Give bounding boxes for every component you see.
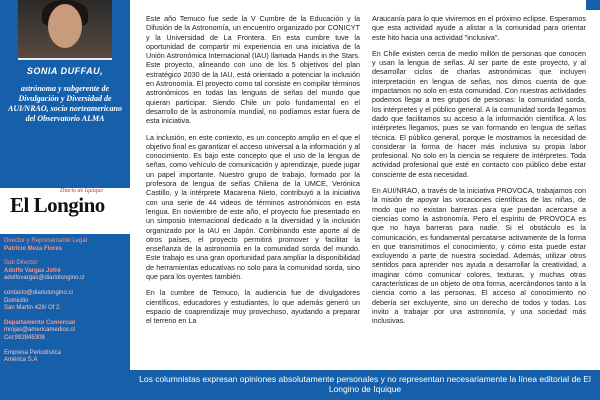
author-bio: astrónoma y subgerente de Divulgación y Diversidad de AUI/NRAO, socio norteamericano del Observatorio ALMA <box>7 84 122 123</box>
masthead-tagline: Diario de Iquique <box>60 188 103 194</box>
author-name: SONIA DUFFAU, <box>26 66 104 76</box>
article-paragraph: Araucanía para lo que viviremos en el próximo eclipse. Esperamos que esta actividad ayude a alistar a la comunidad para orientar este hito hacia una actividad "inclusiva". <box>372 14 586 42</box>
article-paragraph: Este año Temuco fue sede la V Cumbre de la Educación y la Difusión de la Astronomía, un encuentro organizado por CONICYT y la Universidad de La Frontera. En esta cumbre tuve la oportunidad de compartir mi experiencia en una iniciativa de la Unión Astronómica Internacional (IAU) llamada Hands in the Stars. Este proyecto, alineando con uno de los 5 objetivos del plan estratégico 2030 de la IAU, está orientado a potenciar la inclusión en Astronomía. El proyecto como tal consiste en compilar términos astronómicos en todas las lenguas de señas del mundo que quieran participar. Siendo Chile un polo fundamental en el desarrollo de la astronomía mundial, no podíamos estar fuera de esta iniciativa. <box>146 14 360 126</box>
commercial-phone: Cel:992845308 <box>4 334 45 341</box>
article-paragraph: En AUI/NRAO, a través de la iniciativa PROVOCA, trabajamos con la misión de apoyar las vocaciones científicas de las niñas, de modo que no existan barreras para que puedan acercarse a ciencias como la astronomía. Pero el espíritu de PROVOCA es que no haya barreras para nadie. Si el obstáculo es la comunicación, es fundamental percatarse activamente de la forma en que transmitimos el conocimiento, y cómo esta puede estar excluyendo a parte de nuestra sociedad. Además, utilizar otros sentidos para aprender nos ayuda a desarrollar la creatividad, a imaginar cómo comunicar colores, texturas, y muchas otras características de un objeto de otra forma, acercándonos tanto a la ciencia como a las personas. El acceso al conocimiento no debería ser excluyente, sino un derecho de todos y todas. Los invito a trabajar por una astronomía, y una sociedad más inclusivas. <box>372 186 586 326</box>
article-paragraph: La inclusión, en este contexto, es un concepto amplio en el que el objetivo final es garantizar el acceso universal a la información y al conocimiento. Es bajo este concepto que el uso de la lengua de señas, como vehículo de comunicación y aprendizaje, puede jugar un papel importante. Nuestro grupo de trabajo, formado por la profesora de lengua de señas Chilena de la UMCE, Verónica Castillo, y la intérprete Macarena Nieto, contribuyó a la iniciativa con una serie de 44 videos de términos astronómicos en esta lengua. En noviembre de este año, el proyecto fue presentado en un simposio internacional dedicado a la diversidad y la inclusión organizado por la IAU en Japón. Combinando este aporte al de otros países, el proyecto permitirá promover y facilitar la enseñanza de la astronomía en la comunidad sorda del mundo. Este trabajo es una gran oportunidad para ampliar la disponibilidad de herramientas educativas no solo para la comunidad sorda, sino que para los oyentes también. <box>146 132 360 282</box>
article-column-1 <box>146 14 360 333</box>
contact-email[interactable]: contacto@diariolongino.cl <box>4 289 73 296</box>
staff-info <box>4 238 128 379</box>
address-label: Domicilio <box>4 297 29 304</box>
author-face <box>48 4 82 48</box>
address: San Martin 428/ Of 2. <box>4 305 62 312</box>
disclaimer-banner <box>0 370 600 400</box>
director-name: Patricio Meza Flores <box>4 245 63 252</box>
subdirector-name: Adolfo Vargas Jofré <box>4 267 61 274</box>
newspaper-masthead <box>0 188 130 234</box>
company-name: América S.A <box>4 357 38 364</box>
article-paragraph: En la cumbre de Temuco, la audiencia fue de divulgadores científicos, educadores y estudiantes, lo que además generó un espacio de coaprendizaje muy provechoso, ayudando a preparar el terreno en La <box>146 288 360 326</box>
company-label: Empresa Periodística <box>4 349 62 356</box>
director-label: Director y Representante Legal <box>4 238 88 244</box>
article-column-2 <box>372 14 586 333</box>
subdirector-email[interactable]: adolfovargas@diariolongino.cl <box>4 275 85 282</box>
author-photo <box>18 0 112 60</box>
commercial-email[interactable]: mrojas@americamedios.cl <box>4 327 75 334</box>
author-sidebar <box>0 0 130 400</box>
subdirector-label: Sub Director <box>4 260 38 267</box>
commercial-label: Departamento Comercial <box>4 319 76 326</box>
disclaimer-text: Los columnistas expresan opiniones absolutamente personales y no representan necesariamente la línea editorial de El Longino de Iquique <box>139 374 591 394</box>
newspaper-logo: El Longino <box>10 193 105 217</box>
article-paragraph: En Chile existen cerca de medio millón de personas que conocen y usan la lengua de señas. Al ser parte de este proyecto, y al desarrollar ciclos de charlas astronómicas que incluyen interpretación en lengua de señas, nos dimos cuenta de que impactamos no solo en esta comunidad. Con nuestras actividades podemos llegar a tres grupos de personas: la comunidad sorda, los intérpretes y el público general. A la comunidad sorda llegamos dado que facilitamos su acceso a la información científica. A los intérpretes llegamos, pues se van formando en lengua de señas técnica. El público general, porque le mostramos la necesidad de considerar la forma de hacer más inclusiva su propia labor profesional. No solo en la ciencia se requiere de intérpretes. Toda actividad profesional que esté en contacto con público debe estar consciente de esta necesidad. <box>372 48 586 179</box>
corner-accent <box>586 0 600 10</box>
